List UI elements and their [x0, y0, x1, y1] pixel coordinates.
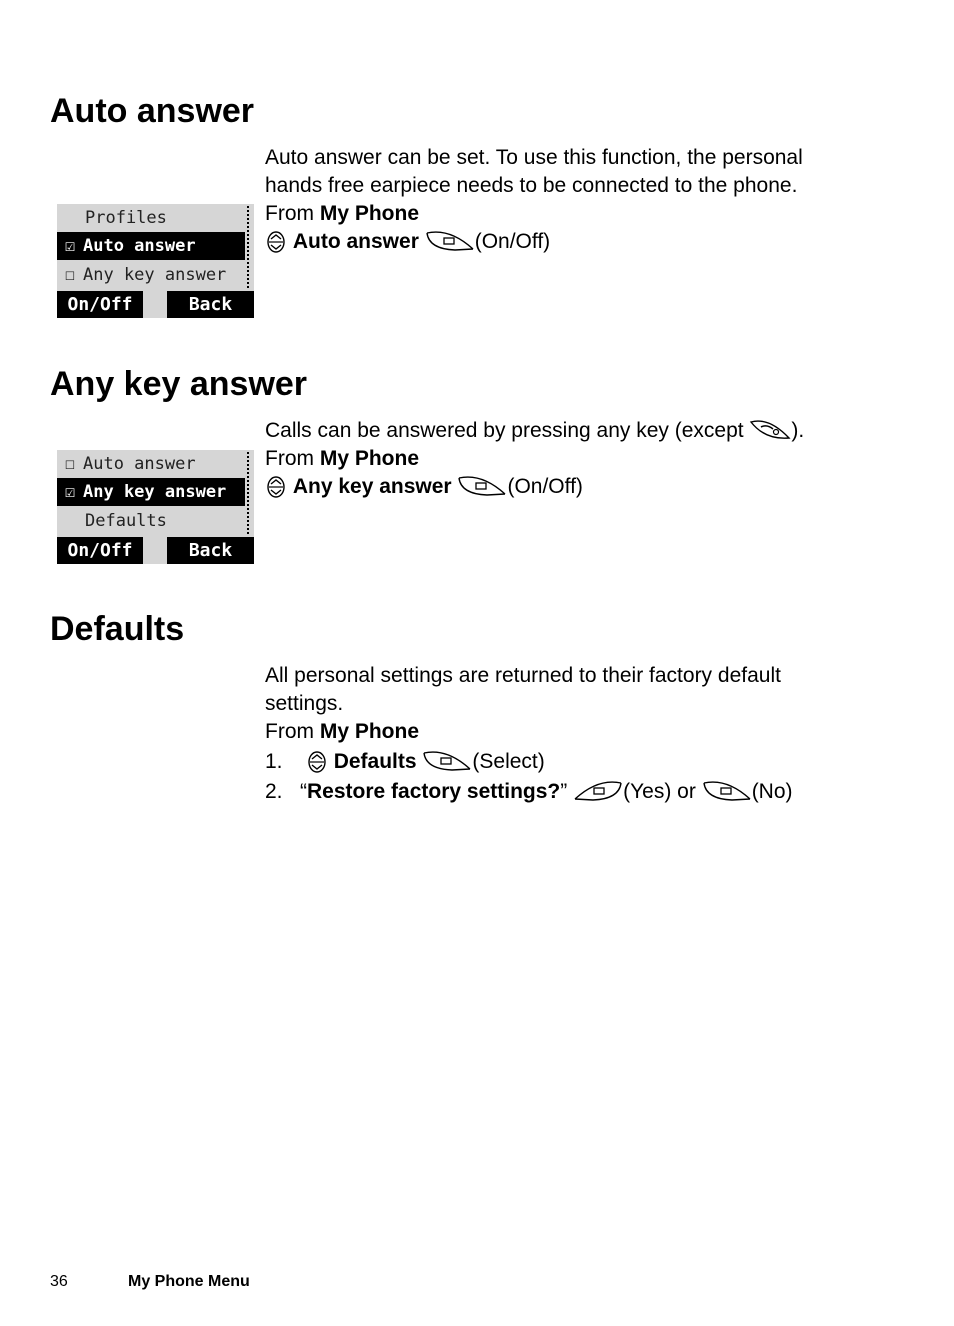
scrollbar-icon	[247, 206, 252, 288]
navigation-key-icon	[265, 476, 287, 498]
step-item: Defaults	[333, 750, 417, 773]
navigation-key-icon	[306, 751, 328, 773]
body-line: All personal settings are returned to their factory default	[265, 664, 781, 687]
softkey-right: Back	[167, 537, 254, 564]
from-menu: My Phone	[319, 202, 420, 225]
body-text-part: Calls can be answered by pressing any key (except	[265, 419, 750, 442]
footer-chapter-title: My Phone Menu	[128, 1273, 250, 1290]
section-title-auto-answer: Auto answer	[50, 92, 255, 130]
left-softkey-icon	[573, 779, 623, 803]
step-number: 2.	[265, 780, 283, 803]
step-action-yes: (Yes) or	[623, 780, 696, 803]
screen-row-label: Defaults	[85, 511, 167, 531]
screen-row-selected	[57, 232, 245, 260]
from-prefix: From	[265, 202, 320, 225]
unchecked-box-icon: ☐	[64, 454, 76, 474]
screen-row	[57, 507, 245, 535]
screen-row	[57, 204, 245, 232]
screen-row	[57, 450, 245, 478]
step-line-1	[265, 748, 905, 776]
from-menu: My Phone	[319, 720, 420, 743]
checked-box-icon: ☑	[64, 236, 76, 256]
body-line: hands free earpiece needs to be connected to the phone.	[265, 174, 798, 197]
from-line	[265, 445, 905, 473]
screen-row-label: Any key answer	[83, 482, 227, 502]
step-line	[265, 228, 905, 256]
screen-row-selected	[57, 478, 245, 506]
step-action: (On/Off)	[474, 230, 551, 253]
step-item: Restore factory settings?	[307, 780, 561, 803]
step-action-no: (No)	[751, 780, 793, 803]
body-line	[265, 417, 905, 445]
checked-box-icon: ☑	[64, 482, 76, 502]
from-prefix: From	[265, 447, 320, 470]
step-item: Auto answer	[292, 230, 419, 253]
body-line: settings.	[265, 692, 344, 715]
softkey-left: On/Off	[57, 291, 143, 318]
section-body-auto-answer	[265, 144, 905, 256]
section-title-any-key-answer: Any key answer	[50, 365, 308, 403]
screen-row-label: Profiles	[85, 208, 167, 228]
page-number: 36	[50, 1273, 68, 1290]
from-line	[265, 200, 905, 228]
left-softkey-icon	[425, 229, 475, 253]
step-line-2	[265, 778, 905, 806]
step-line	[265, 473, 905, 501]
left-softkey-icon	[457, 474, 507, 498]
step-action: (Select)	[472, 750, 545, 773]
scrollbar-icon	[247, 452, 252, 534]
screen-row	[57, 261, 245, 289]
screen-row-label: Auto answer	[83, 454, 196, 474]
end-call-key-icon	[749, 418, 791, 442]
quote-close: ”	[560, 780, 568, 803]
screen-row-label: Any key answer	[83, 265, 227, 285]
navigation-key-icon	[265, 231, 287, 253]
section-body-any-key-answer	[265, 417, 905, 501]
softkey-right: Back	[167, 291, 254, 318]
step-item: Any key answer	[292, 475, 452, 498]
phone-screen-any-key-answer	[57, 450, 254, 564]
softkey-left: On/Off	[57, 537, 143, 564]
right-softkey-icon	[702, 779, 752, 803]
step-number: 1.	[265, 750, 283, 773]
body-text-part: ).	[791, 419, 805, 442]
from-menu: My Phone	[319, 447, 420, 470]
quote-open: “	[300, 780, 307, 803]
body-line: Auto answer can be set. To use this function, the personal	[265, 146, 803, 169]
screen-row-label: Auto answer	[83, 236, 196, 256]
from-line	[265, 718, 905, 746]
phone-screen-auto-answer	[57, 204, 254, 318]
from-prefix: From	[265, 720, 320, 743]
left-softkey-icon	[422, 749, 472, 773]
step-action: (On/Off)	[507, 475, 583, 498]
section-body-defaults	[265, 662, 905, 806]
unchecked-box-icon: ☐	[64, 265, 76, 285]
section-title-defaults: Defaults	[50, 610, 185, 648]
